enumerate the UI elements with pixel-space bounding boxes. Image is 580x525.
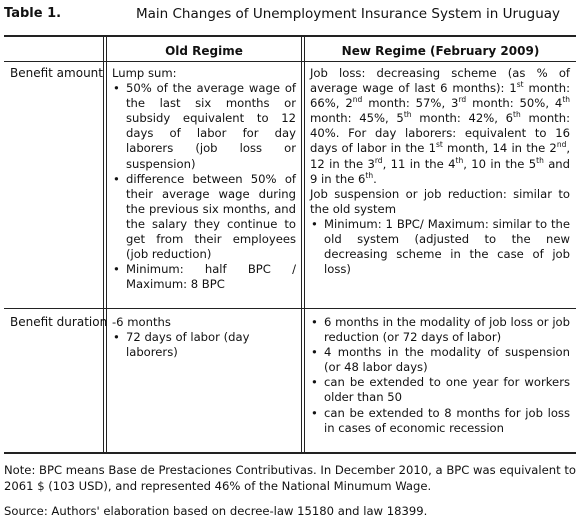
old-duration-bullets (112, 330, 296, 360)
list-item: • can be extended to 8 months for job loss in cases of economic recession (310, 406, 570, 436)
new-amount-para2: Job suspension or job reduction: similar to the old system (310, 186, 570, 216)
cell-old-benefit-duration (112, 315, 296, 360)
table-note: Note: BPC means Base de Prestaciones Contributivas. In December 2010, a BPC was equivalent to 2061 $ (103 USD), and represented 46% of the National Minumum Wage. (4, 463, 576, 493)
cell-old-benefit-amount (112, 66, 296, 292)
new-duration-bullets (310, 315, 570, 436)
col-header-new: New Regime (February 2009) (341, 44, 540, 58)
cell-new-benefit-amount (310, 66, 570, 277)
old-duration-line: -6 months (112, 315, 171, 329)
table-title: Main Changes of Unemployment Insurance System in Uruguay (135, 6, 561, 22)
list-item: • 50% of the average wage of the last six months or subsidy equivalent to 12 days of labor for day laborers (job loss or suspension) (112, 81, 296, 172)
old-amount-intro: Lump sum: (112, 66, 177, 80)
table-header (4, 6, 576, 28)
col-divider-1b (106, 36, 107, 453)
top-rule (4, 35, 576, 37)
new-amount-para1: Job loss: decreasing scheme (as % of average wage of last 6 months): 1st month: 66%, 2nd month: 57%, 3rd month: 50%, 4th month: 45%, 5th month: 42%, 6th month: 40%. For day laborers: equivalent to 16 days of labor in the 1st month, 14 in the 2nd, 12 in the 3rd, 11 in the 4th, 10 in the 5th and 9 in the 6th. (310, 66, 571, 186)
cell-new-benefit-duration (310, 315, 570, 436)
list-item: • Minimum: half BPC / Maximum: 8 BPC (112, 262, 296, 292)
list-item: • can be extended to one year for workers older than 50 (310, 375, 570, 405)
list-item: • 72 days of labor (day laborers) (112, 330, 296, 360)
col-divider-2a (301, 36, 302, 453)
new-amount-bullets (310, 217, 570, 277)
list-item: • 6 months in the modality of job loss or job reduction (or 72 days of labor) (310, 315, 570, 345)
col-header-old: Old Regime (165, 44, 243, 58)
header-bottom-rule (4, 61, 576, 62)
list-item: • difference between 50% of their average wage during the previous six months, and the salary they continue to get from their employees (job reduction) (112, 172, 296, 263)
col-divider-1a (103, 36, 104, 453)
bottom-rule (4, 452, 576, 454)
row-label-benefit-amount: Benefit amount (10, 66, 103, 80)
col-divider-2b (304, 36, 305, 453)
list-item: • Minimum: 1 BPC/ Maximum: similar to the old system (adjusted to the new decreasing scheme in the case of job loss) (310, 217, 570, 277)
table-label: Table 1. (4, 6, 62, 21)
row-label-benefit-duration: Benefit duration (10, 315, 108, 329)
row-divider (4, 308, 576, 309)
table-source: Source: Authors' elaboration based on decree-law 15180 and law 18399. (4, 504, 428, 518)
list-item: • 4 months in the modality of suspension (or 48 labor days) (310, 345, 570, 375)
old-amount-bullets (112, 81, 296, 292)
